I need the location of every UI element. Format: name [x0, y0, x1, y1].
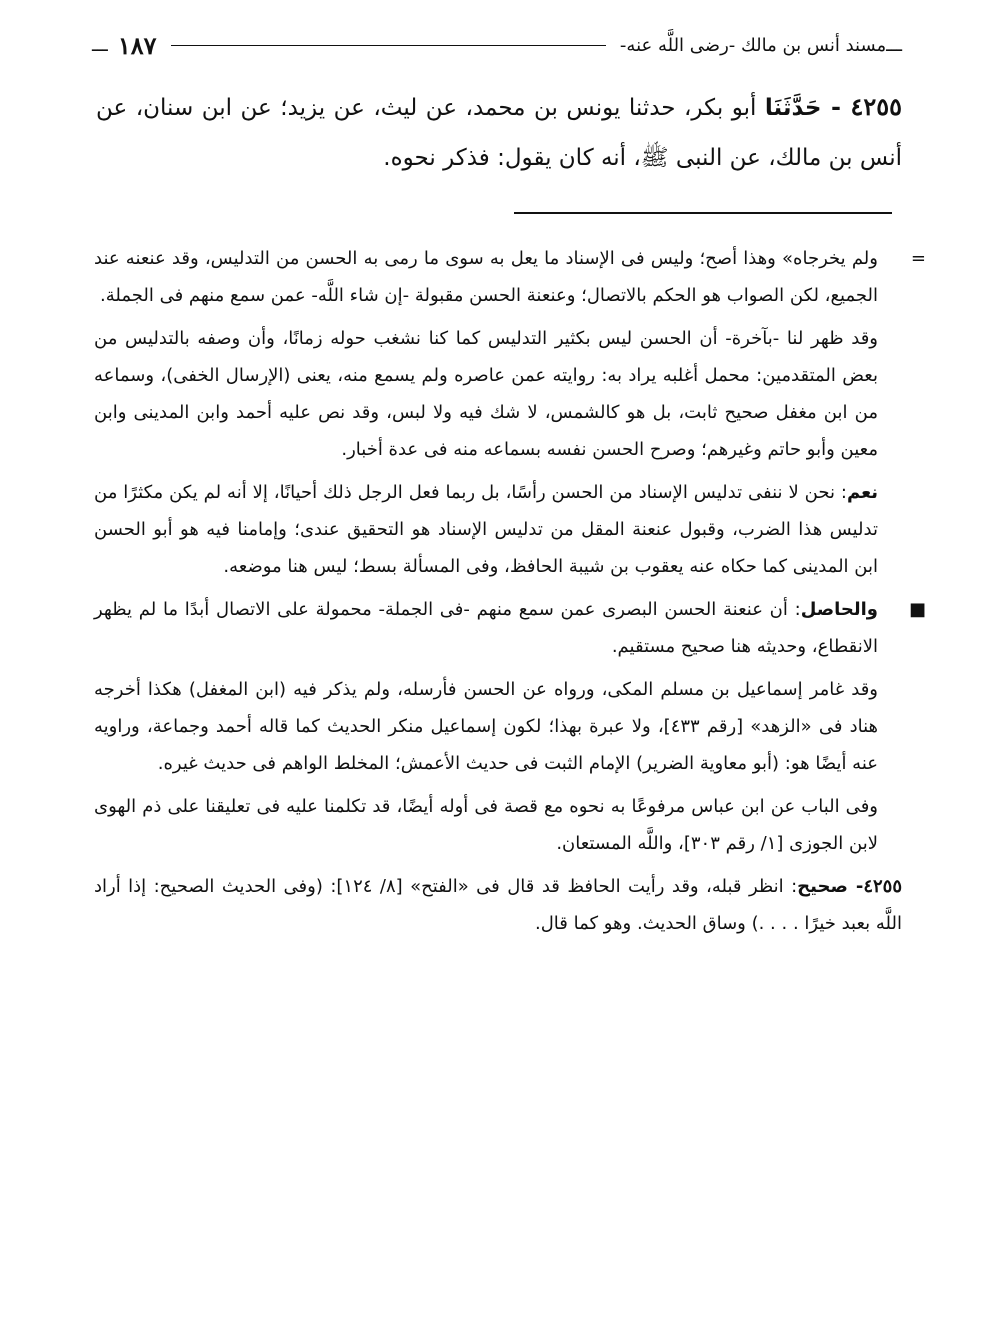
square-bullet-icon: ■: [908, 599, 926, 620]
note-lead-3: نعم: [846, 482, 878, 503]
note-text-4: : أن عنعنة الحسن البصرى عمن سمع منهم -فى الجملة- محمولة على الاتصال أبدًا ما لم يظهر الانقطاع، وحديثه هنا صحيح مستقيم.: [94, 599, 878, 657]
note-paragraph-2: [94, 320, 902, 468]
note-paragraph-3: [94, 474, 902, 585]
header-dash-left: ـــ: [92, 34, 108, 56]
note-text-5: وقد غامر إسماعيل بن مسلم المكى، ورواه عن الحسن فأرسله، ولم يذكر فيه (ابن المغفل) هكذا أخرجه هناد فى «الزهد» [رقم ٤٣٣]، ولا عبرة بهذا؛ لكون إسماعيل منكر الحديث كما قاله أحمد وجماعة، وراويه عنه أيضًا هو: (أبو معاوية الضرير) الإمام الثبت فى حديث الأعمش؛ المخلط الواهم فى حديث غيره.: [94, 679, 878, 774]
hadith-haddathana: حَدَّثَنَا: [764, 95, 822, 121]
footnotes: [94, 240, 926, 948]
note-paragraph-7: [94, 868, 902, 942]
note-paragraph-5: [94, 671, 902, 782]
header-title: مسند أنس بن مالك -رضى اللَّه عنه-: [619, 34, 887, 56]
hadith-text: [96, 82, 902, 183]
note-text-6: وفى الباب عن ابن عباس مرفوعًا به نحوه مع قصة فى أوله أيضًا، قد تكلمنا عليه فى تعليقنا على ذم الهوى لابن الجوزى [١/ رقم ٣٠٣]، واللَّه المستعان.: [94, 796, 878, 854]
note-paragraph-4: [94, 591, 926, 665]
header-rule: [171, 45, 606, 46]
note-lead-7: - صحيح: [797, 876, 864, 897]
running-header: [92, 28, 902, 62]
hadith-separator: -: [821, 92, 851, 121]
page-number: ١٨٧: [117, 30, 157, 60]
footnote-separator: [514, 212, 892, 214]
note-text-2: وقد ظهر لنا -بآخرة- أن الحسن ليس بكثير التدليس كما كنا نشغب حوله زمانًا، وأن وصفه بالتدليس من بعض المتقدمين: محمل أغلبه يراد به: روايته عمن عاصره ولم يسمع منه، يعنى (الإرسال الخفى)، وسماعه من ابن مغفل صحيح ثابت، بل هو كالشمس، لا شك فيه ولا لبس، وقد نص عليه أحمد وابن المدينى وابن معين وأبو حاتم وغيرهم؛ وصرح الحسن نفسه بسماعه منه فى عدة أخبار.: [94, 328, 878, 460]
note-text-7: : انظر قبله، وقد رأيت الحافظ قد قال فى «الفتح» [٨/ ١٢٤]: (وفى الحديث الصحيح: إذا أراد اللَّه بعبد خيرًا . . . .) وساق الحديث. وهو كما قال.: [94, 876, 902, 934]
hadith-body: أبو بكر، حدثنا يونس بن محمد، عن ليث، عن يزيد؛ عن ابن سنان، عن أنس بن مالك، عن النبى ﷺ، أنه كان يقول: فذكر نحوه.: [96, 95, 902, 171]
note-number-7: ٤٢٥٥: [863, 876, 902, 897]
hadith-number: ٤٢٥٥: [850, 92, 902, 121]
note-text-1: ولم يخرجاه» وهذا أصح؛ وليس فى الإسناد ما يعل به سوى ما رمى به الحسن من التدليس، وقد عنعنه عند الجميع، لكن الصواب هو الحكم بالاتصال؛ وعنعنة الحسن مقبولة -إن شاء اللَّه- عمن سمع منهم فى الجملة.: [94, 248, 878, 306]
note-paragraph-6: [94, 788, 902, 862]
note-text-3: : نحن لا ننفى تدليس الإسناد من الحسن رأسًا، بل ربما فعل الرجل ذلك أحيانًا، إلا أنه لم يكن مكثرًا من تدليس هذا الضرب، وقبول عنعنة المقل من تدليس الإسناد هو التحقيق عندى؛ وإمامنا فيه هو أبو الحسن ابن المدينى كما حكاه عنه يعقوب بن شيبة الحافظ، وفى المسألة بسط؛ ليس هنا موضعه.: [94, 482, 878, 577]
continuation-marker: =: [910, 248, 926, 269]
header-dash-right: ـــ: [886, 34, 902, 56]
note-paragraph-1: [94, 240, 926, 314]
note-lead-4: والحاصل: [800, 599, 878, 620]
